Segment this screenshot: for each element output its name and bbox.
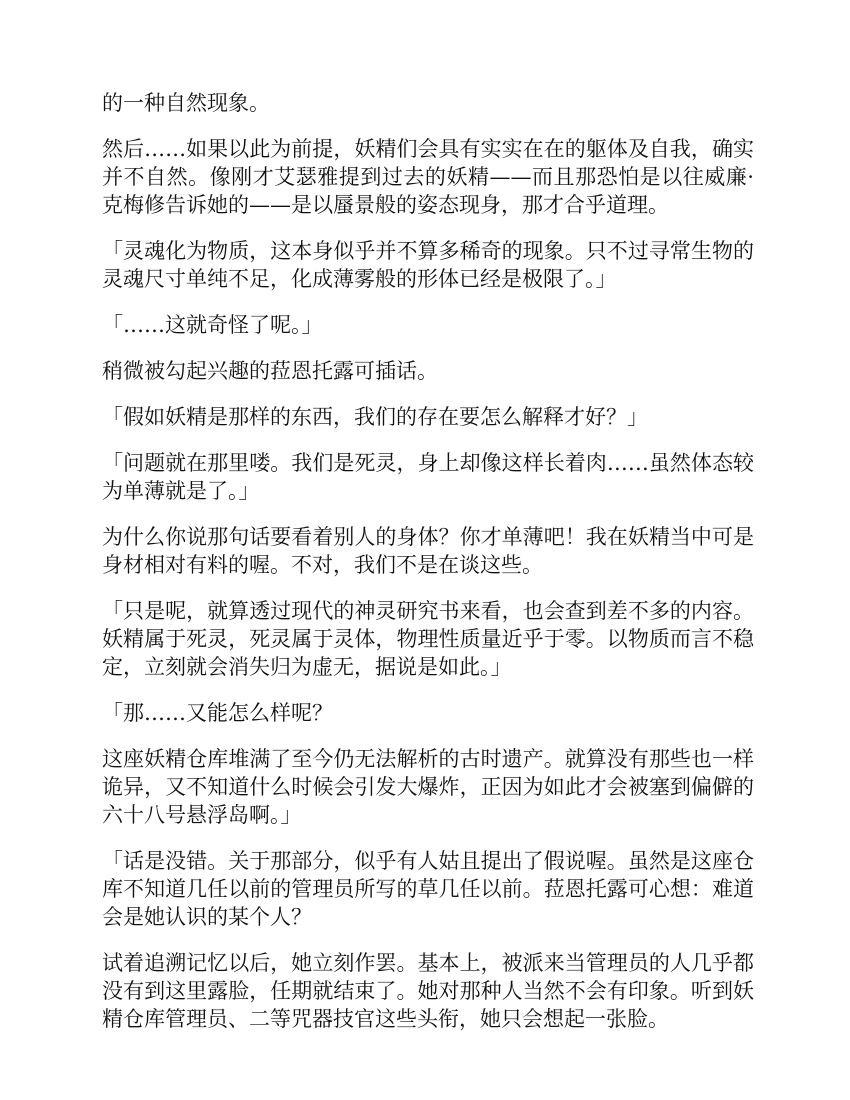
paragraph: 然后……如果以此为前提，妖精们会具有实实在在的躯体及自我，确实并不自然。像刚才艾瑟雅提到过去的妖精——而且那恐怕是以往威廉·克梅修告诉她的——是以蜃景般的姿态现身，那才合乎道理。 bbox=[102, 137, 754, 217]
paragraph: 为什么你说那句话要看着别人的身体？你才单薄吧！我在妖精当中可是身材相对有料的喔。不对，我们不是在谈这些。 bbox=[102, 525, 754, 577]
paragraph: 「……这就奇怪了呢。」 bbox=[102, 313, 323, 337]
paragraph: 「那……又能怎么样呢？ bbox=[102, 701, 333, 725]
paragraph: 「问题就在那里喽。我们是死灵，身上却像这样长着肉……虽然体态较为单薄就是了。」 bbox=[102, 451, 754, 503]
paragraph: 「只是呢，就算透过现代的神灵研究书来看，也会查到差不多的内容。妖精属于死灵，死灵属于灵体，物理性质量近乎于零。以物质而言不稳定，立刻就会消失归为虚无，据说是如此。」 bbox=[102, 599, 754, 679]
paragraph: 这座妖精仓库堆满了至今仍无法解析的古时遗产。就算没有那些也一样诡异，又不知道什么时候会引发大爆炸，正因为如此才会被塞到偏僻的六十八号悬浮岛啊。」 bbox=[102, 747, 754, 827]
paragraph: 试着追溯记忆以后，她立刻作罢。基本上，被派来当管理员的人几乎都没有到这里露脸，任期就结束了。她对那种人当然不会有印象。听到妖精仓库管理员、二等咒器技官这些头衔，她只会想起一张脸。 bbox=[102, 951, 754, 1031]
paragraph: 的一种自然现象。 bbox=[102, 91, 270, 115]
document-page bbox=[102, 89, 754, 1051]
paragraph: 「话是没错。关于那部分，似乎有人姑且提出了假说喔。虽然是这座仓库不知道几任以前的管理员所写的草几任以前。菈恩托露可心想：难道会是她认识的某个人？ bbox=[102, 849, 754, 929]
paragraph: 「灵魂化为物质，这本身似乎并不算多稀奇的现象。只不过寻常生物的灵魂尺寸单纯不足，化成薄雾般的形体已经是极限了。」 bbox=[102, 239, 754, 291]
paragraph: 「假如妖精是那样的东西，我们的存在要怎么解释才好？」 bbox=[102, 405, 648, 429]
paragraph: 稍微被勾起兴趣的菈恩托露可插话。 bbox=[102, 359, 438, 383]
